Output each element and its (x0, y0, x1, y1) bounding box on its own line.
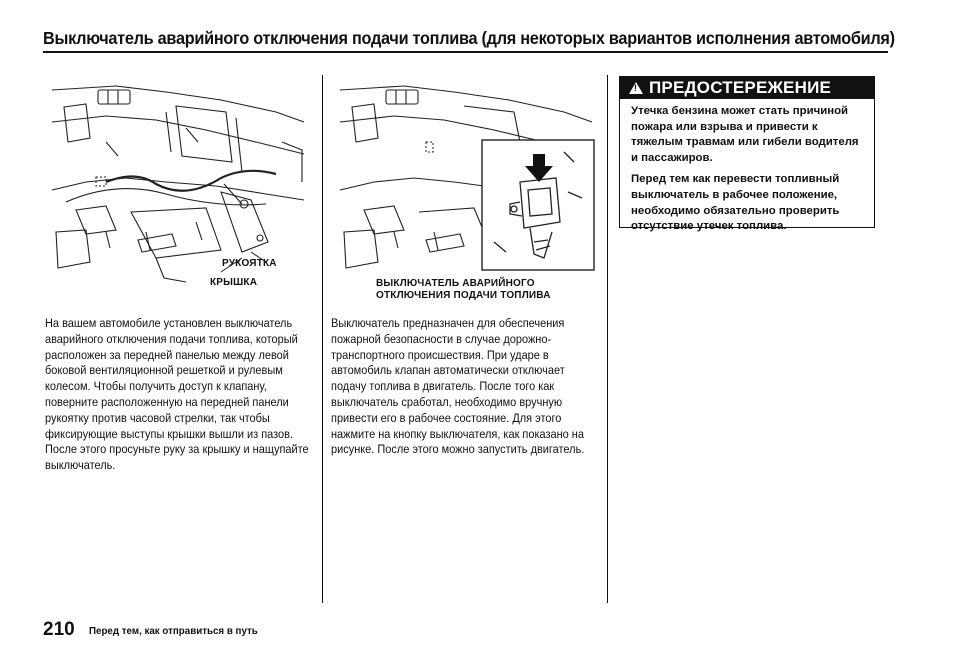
cover-label: КРЫШКА (210, 277, 258, 288)
warning-paragraph-2: Перед тем как перевести топливный выключатель в рабочее положение, необходимо обязательно проверить отсутствие утечек топлива. (631, 173, 840, 233)
footer-section-title: Перед тем, как отправиться в путь (89, 625, 258, 637)
dashboard-underside-illustration (46, 82, 308, 292)
warning-box (619, 76, 875, 233)
warning-header-text: ПРЕДОСТЕРЕЖЕНИЕ (649, 78, 832, 97)
switch-location-drawing (334, 82, 598, 277)
warning-triangle-icon (629, 82, 643, 94)
warning-header (620, 77, 874, 99)
left-column-paragraph: На вашем автомобиле установлен выключатель аварийного отключения подачи топлива, который расположен за передней панелью между левой боковой вентиляционной решеткой и рулевым колесом. Чтобы получить доступ к клапану, поверните расположенную на передней панели рукоятку против часовой стрелки, так чтобы фиксирующие выступы крышки вышли из пазов. После этого просуньте руку за крышку и нащупайте выключатель. (45, 316, 309, 473)
page-title: Выключатель аварийного отключения подачи топлива (для некоторых вариантов исполнения автомобиля) (43, 28, 895, 48)
title-divider (43, 51, 888, 53)
handle-label: РУКОЯТКА (222, 258, 277, 269)
warning-paragraph-1: Утечка бензина может стать причиной пожара или взрыва и привести к тяжелым травмам или гибели водителя и пассажиров. (631, 105, 859, 164)
switch-caption-line1: ВЫКЛЮЧАТЕЛЬ АВАРИЙНОГО (376, 278, 535, 289)
push-arrow-shaft (533, 154, 545, 168)
page-number: 210 (43, 619, 75, 640)
column-divider-left (322, 75, 323, 603)
switch-caption-line2: ОТКЛЮЧЕНИЯ ПОДАЧИ ТОПЛИВА (376, 290, 551, 301)
column-divider-right (607, 75, 608, 603)
middle-column-paragraph: Выключатель предназначен для обеспечения пожарной безопасности в случае дорожно-транспортного происшествия. При ударе в автомобиль клапан автоматически отключает подачу топлива в двигатель. После того как выключатель сработал, необходимо вручную привести его в рабочее состояние. Для этого нажмите на кнопку выключателя, как показано на рисунке. После этого можно запустить двигатель. (331, 316, 585, 457)
fuel-cutoff-switch-illustration (334, 82, 598, 304)
